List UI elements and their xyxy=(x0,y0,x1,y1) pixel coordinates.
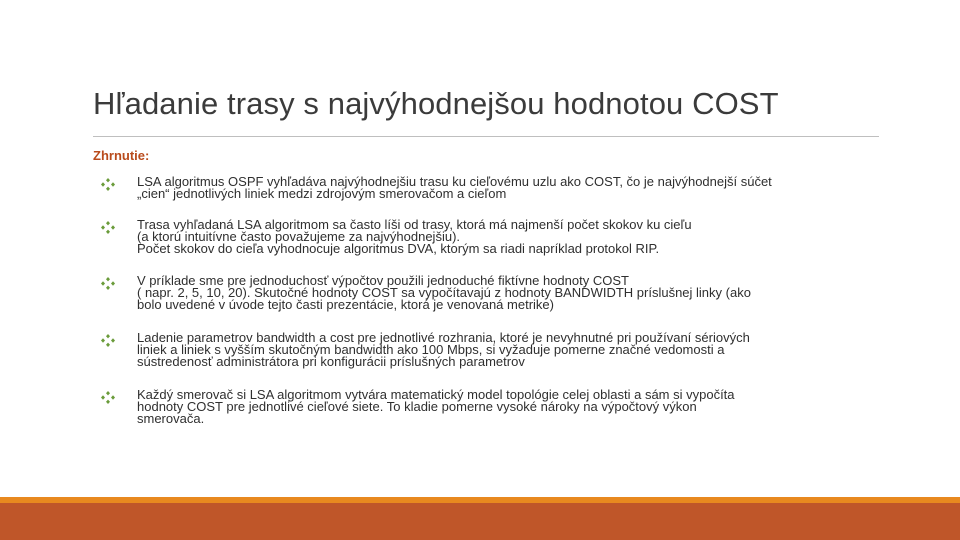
bullet-text xyxy=(137,219,887,255)
slide-title: Hľadanie trasy s najvýhodnejšou hodnotou COST xyxy=(93,86,779,121)
four-diamond-bullet-icon xyxy=(100,277,116,290)
list-item xyxy=(100,219,890,255)
list-item xyxy=(100,275,890,311)
bullet-line: LSA algoritmus OSPF vyhľadáva najvýhodnejšiu trasu ku cieľovému uzlu ako COST, čo je najvýhodnejší súčet xyxy=(137,174,772,189)
four-diamond-bullet-icon xyxy=(100,221,116,234)
list-item xyxy=(100,176,890,200)
bullet-text xyxy=(137,332,887,368)
bullet-line: ( napr. 2, 5, 10, 20). Skutočné hodnoty COST sa vypočítavajú z hodnoty BANDWIDTH príslušnej linky (ako xyxy=(137,285,751,300)
bullet-line: Každý smerovač si LSA algoritmom vytvára matematický model topológie celej oblasti a sám si vypočíta xyxy=(137,387,735,402)
bullet-text xyxy=(137,389,887,425)
bullet-text xyxy=(137,275,887,311)
four-diamond-bullet-icon xyxy=(100,334,116,347)
footer-bar xyxy=(0,503,960,540)
list-item xyxy=(100,389,890,425)
bullet-line: bolo uvedené v úvode tejto časti prezentácie, ktorá je venovaná metrike) xyxy=(137,297,554,312)
bullet-line: hodnoty COST pre jednotlivé cieľové siete. To kladie pomerne vysoké nároky na výpočtový výkon xyxy=(137,399,697,414)
bullet-text xyxy=(137,176,887,200)
bullet-line: (a ktorú intuitívne často považujeme za najvýhodnejšiu). xyxy=(137,229,461,244)
bullet-line: smerovača. xyxy=(137,411,205,426)
bullet-line: liniek a liniek s vyšším skutočným bandwidth ako 100 Mbps, si vyžaduje pomerne značné vedomosti a xyxy=(137,342,725,357)
bullet-line: V príklade sme pre jednoduchosť výpočtov použili jednoduché fiktívne hodnoty COST xyxy=(137,273,629,288)
title-divider xyxy=(93,136,879,137)
list-item xyxy=(100,332,890,368)
bullet-line: Počet skokov do cieľa vyhodnocuje algoritmus DVA, ktorým sa riadi napríklad protokol RIP. xyxy=(137,241,660,256)
slide-subtitle: Zhrnutie: xyxy=(93,148,150,163)
four-diamond-bullet-icon xyxy=(100,178,116,191)
bullet-line: „cien“ jednotlivých liniek medzi zdrojovým smerovačom a cieľom xyxy=(137,186,507,201)
bullet-line: Ladenie parametrov bandwidth a cost pre jednotlivé rozhrania, ktoré je nevyhnutné pri používaní sériových xyxy=(137,330,750,345)
four-diamond-bullet-icon xyxy=(100,391,116,404)
bullet-line: Trasa vyhľadaná LSA algoritmom sa často líši od trasy, ktorá má najmenší počet skokov ku cieľu xyxy=(137,217,692,232)
bullet-line: sústredenosť administrátora pri konfigurácii príslušných parametrov xyxy=(137,354,525,369)
